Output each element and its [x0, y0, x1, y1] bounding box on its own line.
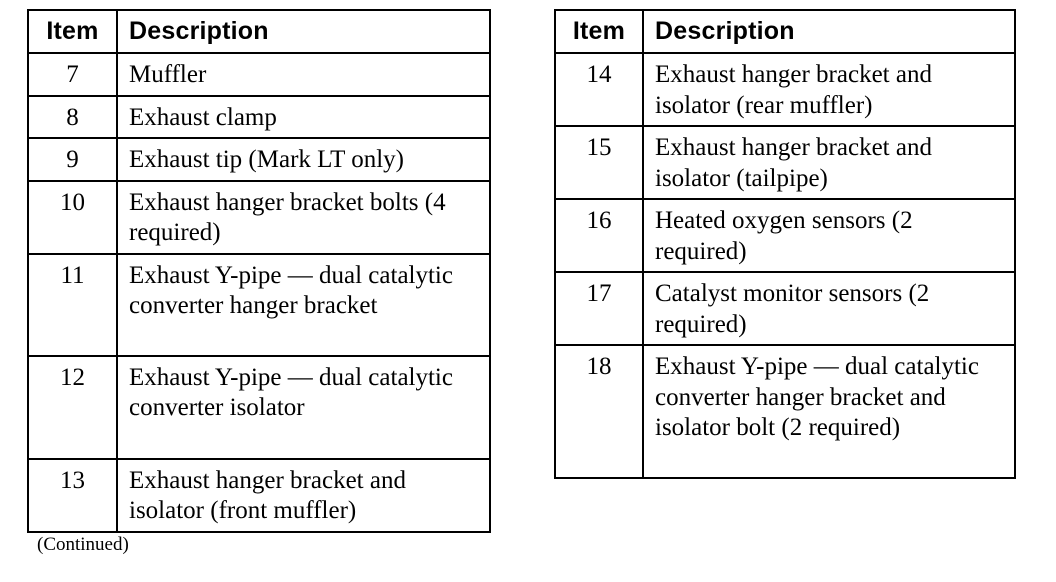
item-number-cell: 11: [28, 254, 117, 356]
item-number-cell: 18: [555, 345, 643, 478]
item-number-cell: 10: [28, 181, 117, 254]
description-column-header: Description: [643, 10, 1015, 53]
table-row: [28, 138, 490, 181]
description-cell: Exhaust tip (Mark LT only): [117, 138, 490, 181]
item-number-cell: 9: [28, 138, 117, 181]
table-row: [28, 53, 490, 96]
item-number-cell: 17: [555, 272, 643, 345]
continued-note: (Continued): [37, 534, 129, 555]
parts-table-left: [27, 9, 491, 533]
description-cell: Exhaust hanger bracket bolts (4 required): [117, 181, 490, 254]
item-column-header: Item: [28, 10, 117, 53]
description-cell: Exhaust Y-pipe — dual catalytic converter hanger bracket and isolator bolt (2 required): [643, 345, 1015, 478]
description-cell: Exhaust hanger bracket and isolator (tailpipe): [643, 126, 1015, 199]
table-row: [28, 459, 490, 532]
table-row: [555, 199, 1015, 272]
description-cell: Exhaust hanger bracket and isolator (front muffler): [117, 459, 490, 532]
table-row: [555, 345, 1015, 478]
table-row: [28, 181, 490, 254]
description-cell: Heated oxygen sensors (2 required): [643, 199, 1015, 272]
table-row: [555, 53, 1015, 126]
item-number-cell: 7: [28, 53, 117, 96]
item-number-cell: 14: [555, 53, 643, 126]
header-row: [555, 10, 1015, 53]
description-cell: Exhaust hanger bracket and isolator (rear muffler): [643, 53, 1015, 126]
parts-table-right: [554, 9, 1016, 479]
table-row: [555, 272, 1015, 345]
item-number-cell: 13: [28, 459, 117, 532]
item-number-cell: 16: [555, 199, 643, 272]
description-cell: Exhaust clamp: [117, 96, 490, 139]
description-cell: Catalyst monitor sensors (2 required): [643, 272, 1015, 345]
table-row: [28, 96, 490, 139]
item-number-cell: 12: [28, 356, 117, 459]
item-column-header: Item: [555, 10, 643, 53]
description-cell: Exhaust Y-pipe — dual catalytic converter hanger bracket: [117, 254, 490, 356]
item-number-cell: 15: [555, 126, 643, 199]
table-row: [555, 126, 1015, 199]
description-column-header: Description: [117, 10, 490, 53]
item-number-cell: 8: [28, 96, 117, 139]
description-cell: Exhaust Y-pipe — dual catalytic converter isolator: [117, 356, 490, 459]
header-row: [28, 10, 490, 53]
table-row: [28, 356, 490, 459]
table-row: [28, 254, 490, 356]
description-cell: Muffler: [117, 53, 490, 96]
